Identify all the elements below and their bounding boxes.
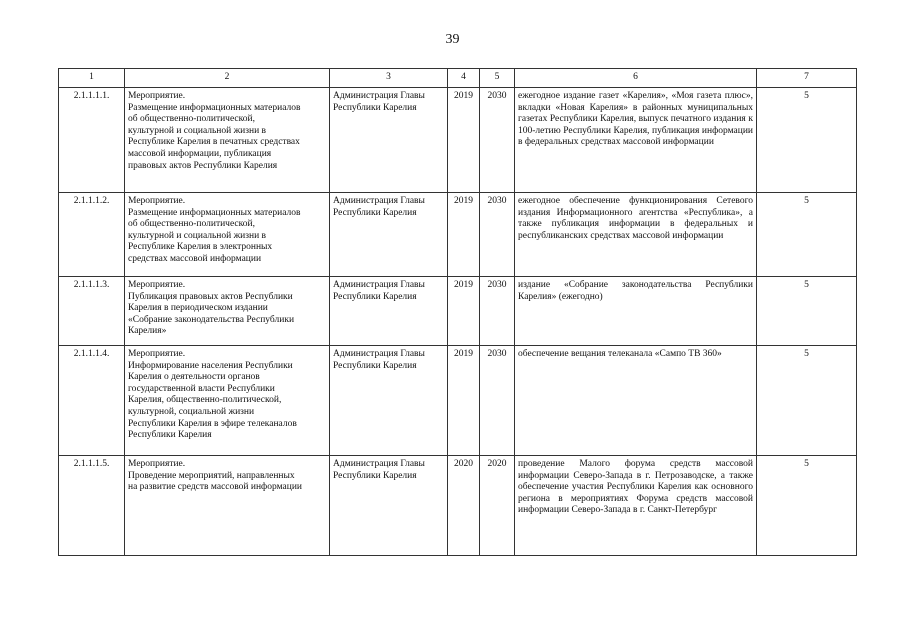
responsible-organization [330, 193, 448, 277]
end-year: 2020 [480, 456, 515, 556]
organization-line: Администрация Главы [333, 349, 425, 359]
column-header-6: 6 [515, 69, 757, 88]
end-year: 2030 [480, 346, 515, 456]
header-row [59, 69, 857, 88]
indicator-code: 5 [757, 456, 857, 556]
start-year: 2019 [448, 88, 480, 193]
table-row [59, 346, 857, 456]
organization-line: Администрация Главы [333, 196, 425, 206]
organization-line: Республики Карелия [333, 207, 417, 218]
activity-name-line: Республике Карелия в электронных [128, 242, 273, 253]
activity-name [125, 277, 330, 346]
activity-name-line: Карелия о деятельности органов [128, 372, 260, 383]
activity-name-line: Публикация правовых актов Республики [128, 291, 293, 302]
activity-name-line: культурной и социальной жизни в [128, 230, 267, 241]
activity-name-line: Мероприятие. [128, 349, 186, 359]
responsible-organization [330, 456, 448, 556]
organization-line: Республики Карелия [333, 102, 417, 113]
activity-name-line: Размещение информационных материалов [128, 207, 301, 218]
activity-name-line: об общественно-политической, [128, 219, 255, 230]
activity-name-line: культурной, социальной жизни [128, 406, 255, 417]
organization-line: Республики Карелия [333, 470, 417, 481]
activity-name [125, 193, 330, 277]
activity-name [125, 88, 330, 193]
expected-result: обеспечение вещания телеканала «Сампо ТВ 360» [515, 346, 757, 456]
indicator-code: 5 [757, 88, 857, 193]
activity-name-line: «Собрание законодательства Республики [128, 314, 295, 325]
column-header-1: 1 [59, 69, 125, 88]
activity-name [125, 346, 330, 456]
responsible-organization [330, 346, 448, 456]
start-year: 2019 [448, 277, 480, 346]
column-header-2: 2 [125, 69, 330, 88]
responsible-organization [330, 277, 448, 346]
activity-name-line: Мероприятие. [128, 280, 186, 290]
activity-name-line: Информирование населения Республики [128, 360, 293, 371]
organization-line: Республики Карелия [333, 291, 417, 302]
table-row [59, 277, 857, 346]
table-row [59, 456, 857, 556]
responsible-organization [330, 88, 448, 193]
activity-name-line: Размещение информационных материалов [128, 102, 301, 113]
activity-name-line: правовых актов Республики Карелия [128, 160, 278, 171]
activity-number: 2.1.1.1.4. [59, 346, 125, 456]
activity-name-line: государственной власти Республики [128, 383, 275, 394]
expected-result: ежегодное обеспечение функционирования Сетевого издания Информационного агентства «Республика», а также публикация информации в федеральных и республиканских средствах массовой информации [515, 193, 757, 277]
end-year: 2030 [480, 277, 515, 346]
activity-name-line: Проведение мероприятий, направленных [128, 470, 295, 481]
activity-number: 2.1.1.1.3. [59, 277, 125, 346]
organization-line: Администрация Главы [333, 91, 425, 101]
activity-name-line: Карелия в периодическом издании [128, 303, 268, 314]
activity-name-line: Мероприятие. [128, 196, 186, 206]
activity-name-line: на развитие средств массовой информации [128, 482, 302, 493]
activity-name-line: Республики Карелия в эфире телеканалов [128, 418, 297, 429]
activity-name-line: Мероприятие. [128, 459, 186, 469]
activity-name-line: Карелия, общественно-политической, [128, 395, 282, 406]
activity-name-line: Республики Карелия [128, 430, 212, 441]
indicator-code: 5 [757, 346, 857, 456]
activity-name [125, 456, 330, 556]
column-header-7: 7 [757, 69, 857, 88]
indicator-code: 5 [757, 193, 857, 277]
program-activities-table [58, 68, 857, 556]
activity-name-line: Карелия» [128, 326, 167, 337]
end-year: 2030 [480, 193, 515, 277]
expected-result: ежегодное издание газет «Карелия», «Моя газета плюс», вкладки «Новая Карелия» в районных муниципальных газетах Республики Карелия, выпуск печатного издания к 100-летию Республики Карелия, публикация информации в федеральных средствах массовой информации [515, 88, 757, 193]
indicator-code: 5 [757, 277, 857, 346]
column-header-3: 3 [330, 69, 448, 88]
start-year: 2019 [448, 346, 480, 456]
activity-name-line: об общественно-политической, [128, 114, 255, 125]
column-header-5: 5 [480, 69, 515, 88]
activity-name-line: Мероприятие. [128, 91, 186, 101]
expected-result: издание «Собрание законодательства Республики Карелия» (ежегодно) [515, 277, 757, 346]
organization-line: Администрация Главы [333, 459, 425, 469]
expected-result: проведение Малого форума средств массовой информации Северо-Запада в г. Петрозаводске, а также обеспечение участия Республики Карелия как основного региона в мероприятиях Форума средств массовой информации Северо-Запада в г. Санкт-Петербург [515, 456, 757, 556]
activity-name-line: культурной и социальной жизни в [128, 125, 267, 136]
activity-name-line: массовой информации, публикация [128, 148, 272, 159]
organization-line: Республики Карелия [333, 360, 417, 371]
activity-name-line: средствах массовой информации [128, 253, 262, 264]
activity-number: 2.1.1.1.5. [59, 456, 125, 556]
start-year: 2020 [448, 456, 480, 556]
column-header-4: 4 [448, 69, 480, 88]
table-row [59, 193, 857, 277]
start-year: 2019 [448, 193, 480, 277]
table-row [59, 88, 857, 193]
activity-number: 2.1.1.1.1. [59, 88, 125, 193]
end-year: 2030 [480, 88, 515, 193]
activity-name-line: Республике Карелия в печатных средствах [128, 137, 300, 148]
activity-number: 2.1.1.1.2. [59, 193, 125, 277]
organization-line: Администрация Главы [333, 280, 425, 290]
page-number: 39 [445, 32, 460, 47]
